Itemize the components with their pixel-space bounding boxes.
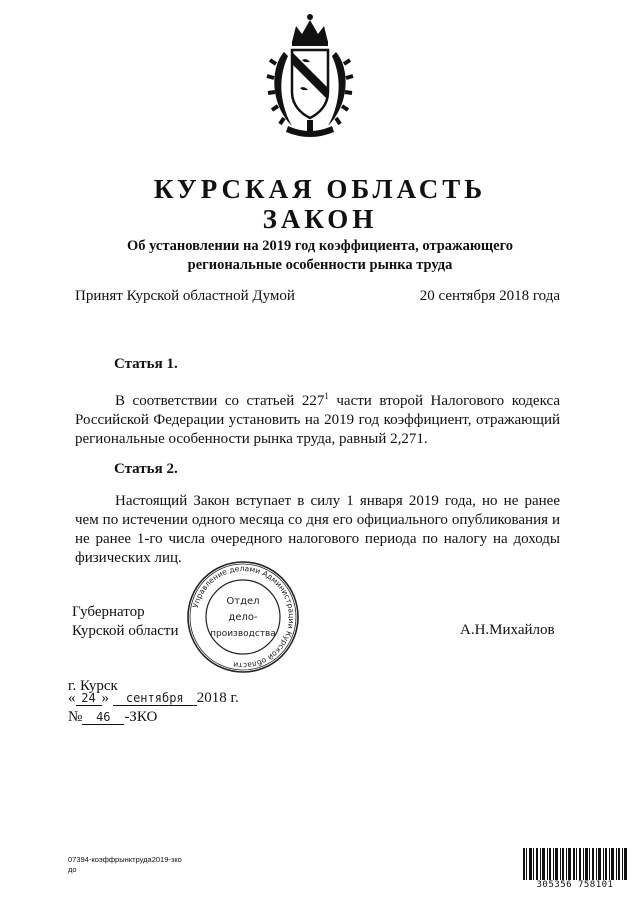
barcode-number: 305356 758101 — [523, 880, 627, 890]
law-title — [60, 237, 580, 275]
file-reference — [68, 855, 182, 875]
adopted-by: Принят Курской областной Думой — [75, 288, 295, 304]
law-number-line — [68, 709, 157, 726]
law-title-line-1: Об установлении на 2019 год коэффициента, отражающего — [126, 238, 514, 254]
signing-day: 24 — [76, 691, 102, 706]
signing-month: сентября — [113, 691, 197, 706]
region-title: КУРСКАЯ ОБЛАСТЬ — [153, 174, 487, 204]
adoption-date: 20 сентября 2018 года — [419, 288, 560, 304]
signing-date-line — [68, 690, 239, 707]
article-2-text: Настоящий Закон вступает в силу 1 января 2019 года, но не ранее чем по истечении одного месяца со дня его официального опубликования и не ранее 1-го числа очередного налогового периода по налогу на доходы физических лиц. — [75, 493, 560, 566]
article-2-heading: Статья 2. — [114, 461, 178, 477]
signatory-name: А.Н.Михайлов — [460, 622, 555, 638]
article-1-text-part-2: части второй Налогового кодекса Российской Федерации установить на 2019 год коэффициент, отражающий региональные особенности рынка труда, равный 2,271. — [75, 393, 560, 447]
file-reference-line-2: до — [68, 865, 77, 874]
city-line: г. Курск — [68, 678, 118, 694]
coat-of-arms-emblem — [262, 8, 358, 140]
file-reference-line-1: 07394-коэффрынктруда2019-зко — [68, 855, 182, 864]
article-1-heading: Статья 1. — [114, 356, 178, 372]
stamp-center-line-1: Отдел — [226, 596, 260, 607]
law-title-line-2: региональные особенности рынка труда — [187, 257, 453, 273]
article-1-text-part-1: В соответствии со статьей 227 — [115, 393, 325, 409]
law-number-suffix: -ЗКО — [124, 709, 158, 725]
stamp-center-line-2: дело- — [228, 612, 258, 623]
article-1-superscript: 1 — [324, 391, 329, 401]
signatory-role-line-2: Курской области — [72, 623, 179, 639]
signing-year: 2018 г. — [196, 690, 239, 706]
quote-open: « — [68, 690, 76, 706]
quote-close: » — [101, 690, 109, 706]
stamp-ring-text: Управление делами Администрации Курской области — [190, 563, 297, 671]
document-type-title: ЗАКОН — [262, 204, 378, 234]
article-1-text — [75, 387, 560, 449]
office-stamp — [186, 560, 300, 674]
stamp-center-line-3: производства — [210, 629, 276, 639]
signatory-role-line-1: Губернатор — [72, 604, 145, 620]
number-sign: № — [68, 709, 83, 725]
law-number: 46 — [82, 710, 124, 725]
signatory-role — [72, 603, 178, 641]
